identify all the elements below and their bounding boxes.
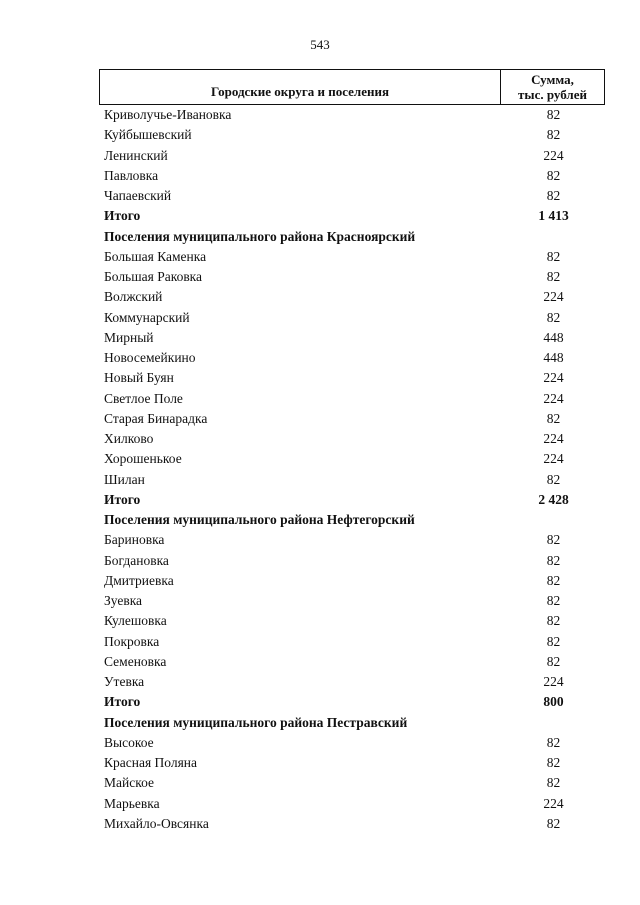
table-row [104,247,605,267]
row-name: Хилково [104,431,154,447]
table-row [104,672,605,692]
row-sum: 82 [546,107,561,123]
table-row [104,186,605,206]
table-row [104,105,605,125]
row-sum: 224 [543,147,564,163]
row-sum: 82 [546,410,561,426]
row-name: Поселения муниципального района Нефтегорский [104,512,415,528]
row-sum: 82 [546,755,561,771]
row-name: Хорошенькое [104,451,182,467]
row-name: Зуевка [104,593,143,609]
table-header [99,69,605,105]
row-name: Светлое Поле [104,390,183,406]
row-name: Высокое [104,734,154,750]
row-sum: 224 [543,289,564,305]
row-sum: 82 [546,815,561,831]
row-name: Дмитриевка [104,572,174,588]
table-row [104,551,605,571]
table-row [104,125,605,145]
row-name: Куйбышевский [104,127,192,143]
row-name: Поселения муниципального района Красноярский [104,228,416,244]
row-name: Итого [104,491,141,507]
header-sum-column [500,70,604,104]
row-name: Павловка [104,167,159,183]
row-sum: 82 [546,572,561,588]
row-sum: 82 [546,552,561,568]
row-sum: 82 [546,309,561,325]
total-row [104,692,605,712]
row-name: Шилан [104,471,145,487]
table-row [104,287,605,307]
table-row [104,530,605,550]
row-sum: 82 [546,613,561,629]
table-row [104,733,605,753]
row-name: Большая Раковка [104,269,203,285]
table-row [104,773,605,793]
table-row [104,389,605,409]
row-sum: 82 [546,775,561,791]
row-name: Новый Буян [104,370,174,386]
table-row [104,611,605,631]
row-sum: 448 [543,350,564,366]
row-sum: 224 [543,431,564,447]
row-name: Бариновка [104,532,165,548]
row-name: Марьевка [104,795,160,811]
row-sum: 224 [543,795,564,811]
table-row [104,368,605,388]
row-name: Коммунарский [104,309,190,325]
row-name: Покровка [104,633,160,649]
row-sum: 224 [543,451,564,467]
row-sum: 82 [546,127,561,143]
table-row [104,753,605,773]
row-sum: 82 [546,734,561,750]
row-sum: 82 [546,167,561,183]
section-heading-row [104,510,605,530]
table-row [104,267,605,287]
row-name: Поселения муниципального района Пестравский [104,714,408,730]
row-sum: 82 [546,593,561,609]
row-sum: 2 428 [538,491,569,507]
row-name: Старая Бинарадка [104,410,208,426]
table-row [104,591,605,611]
header-sum-line1: Сумма, [531,72,574,87]
table-row [104,632,605,652]
header-name-column: Городские округа и поселения [210,83,390,99]
row-name: Итого [104,694,141,710]
row-name: Ленинский [104,147,168,163]
row-sum: 82 [546,269,561,285]
total-row [104,490,605,510]
row-name: Криволучье-Ивановка [104,107,232,123]
row-name: Мирный [104,329,154,345]
row-name: Семеновка [104,653,167,669]
table-row [104,166,605,186]
section-heading-row [104,227,605,247]
row-sum: 448 [543,329,564,345]
table-body [104,105,605,834]
row-name: Богдановка [104,552,169,568]
row-sum: 82 [546,532,561,548]
row-sum: 82 [546,633,561,649]
row-name: Большая Каменка [104,248,207,264]
row-name: Чапаевский [104,188,172,204]
row-sum: 82 [546,653,561,669]
row-sum: 82 [546,471,561,487]
row-name: Майское [104,775,154,791]
table-row [104,409,605,429]
table-row [104,571,605,591]
row-sum: 800 [543,694,564,710]
row-sum: 224 [543,674,564,690]
total-row [104,206,605,226]
row-name: Новосемейкино [104,350,196,366]
table-row [104,449,605,469]
table-row [104,652,605,672]
row-name: Кулешовка [104,613,167,629]
page-number: 543 [310,37,330,52]
table-row [104,308,605,328]
row-sum: 82 [546,248,561,264]
header-sum-line2: тыс. рублей [518,87,587,102]
row-name: Утевка [104,674,145,690]
table-row [104,328,605,348]
table-row [104,429,605,449]
row-name: Итого [104,208,141,224]
row-sum: 82 [546,188,561,204]
row-name: Михайло-Овсянка [104,815,209,831]
table-row [104,146,605,166]
row-sum: 1 413 [538,208,569,224]
table-row [104,348,605,368]
row-sum: 224 [543,370,564,386]
row-name: Красная Поляна [104,755,198,771]
row-name: Волжский [104,289,163,305]
table-row [104,794,605,814]
table-row [104,814,605,834]
table-row [104,470,605,490]
row-sum: 224 [543,390,564,406]
section-heading-row [104,713,605,733]
